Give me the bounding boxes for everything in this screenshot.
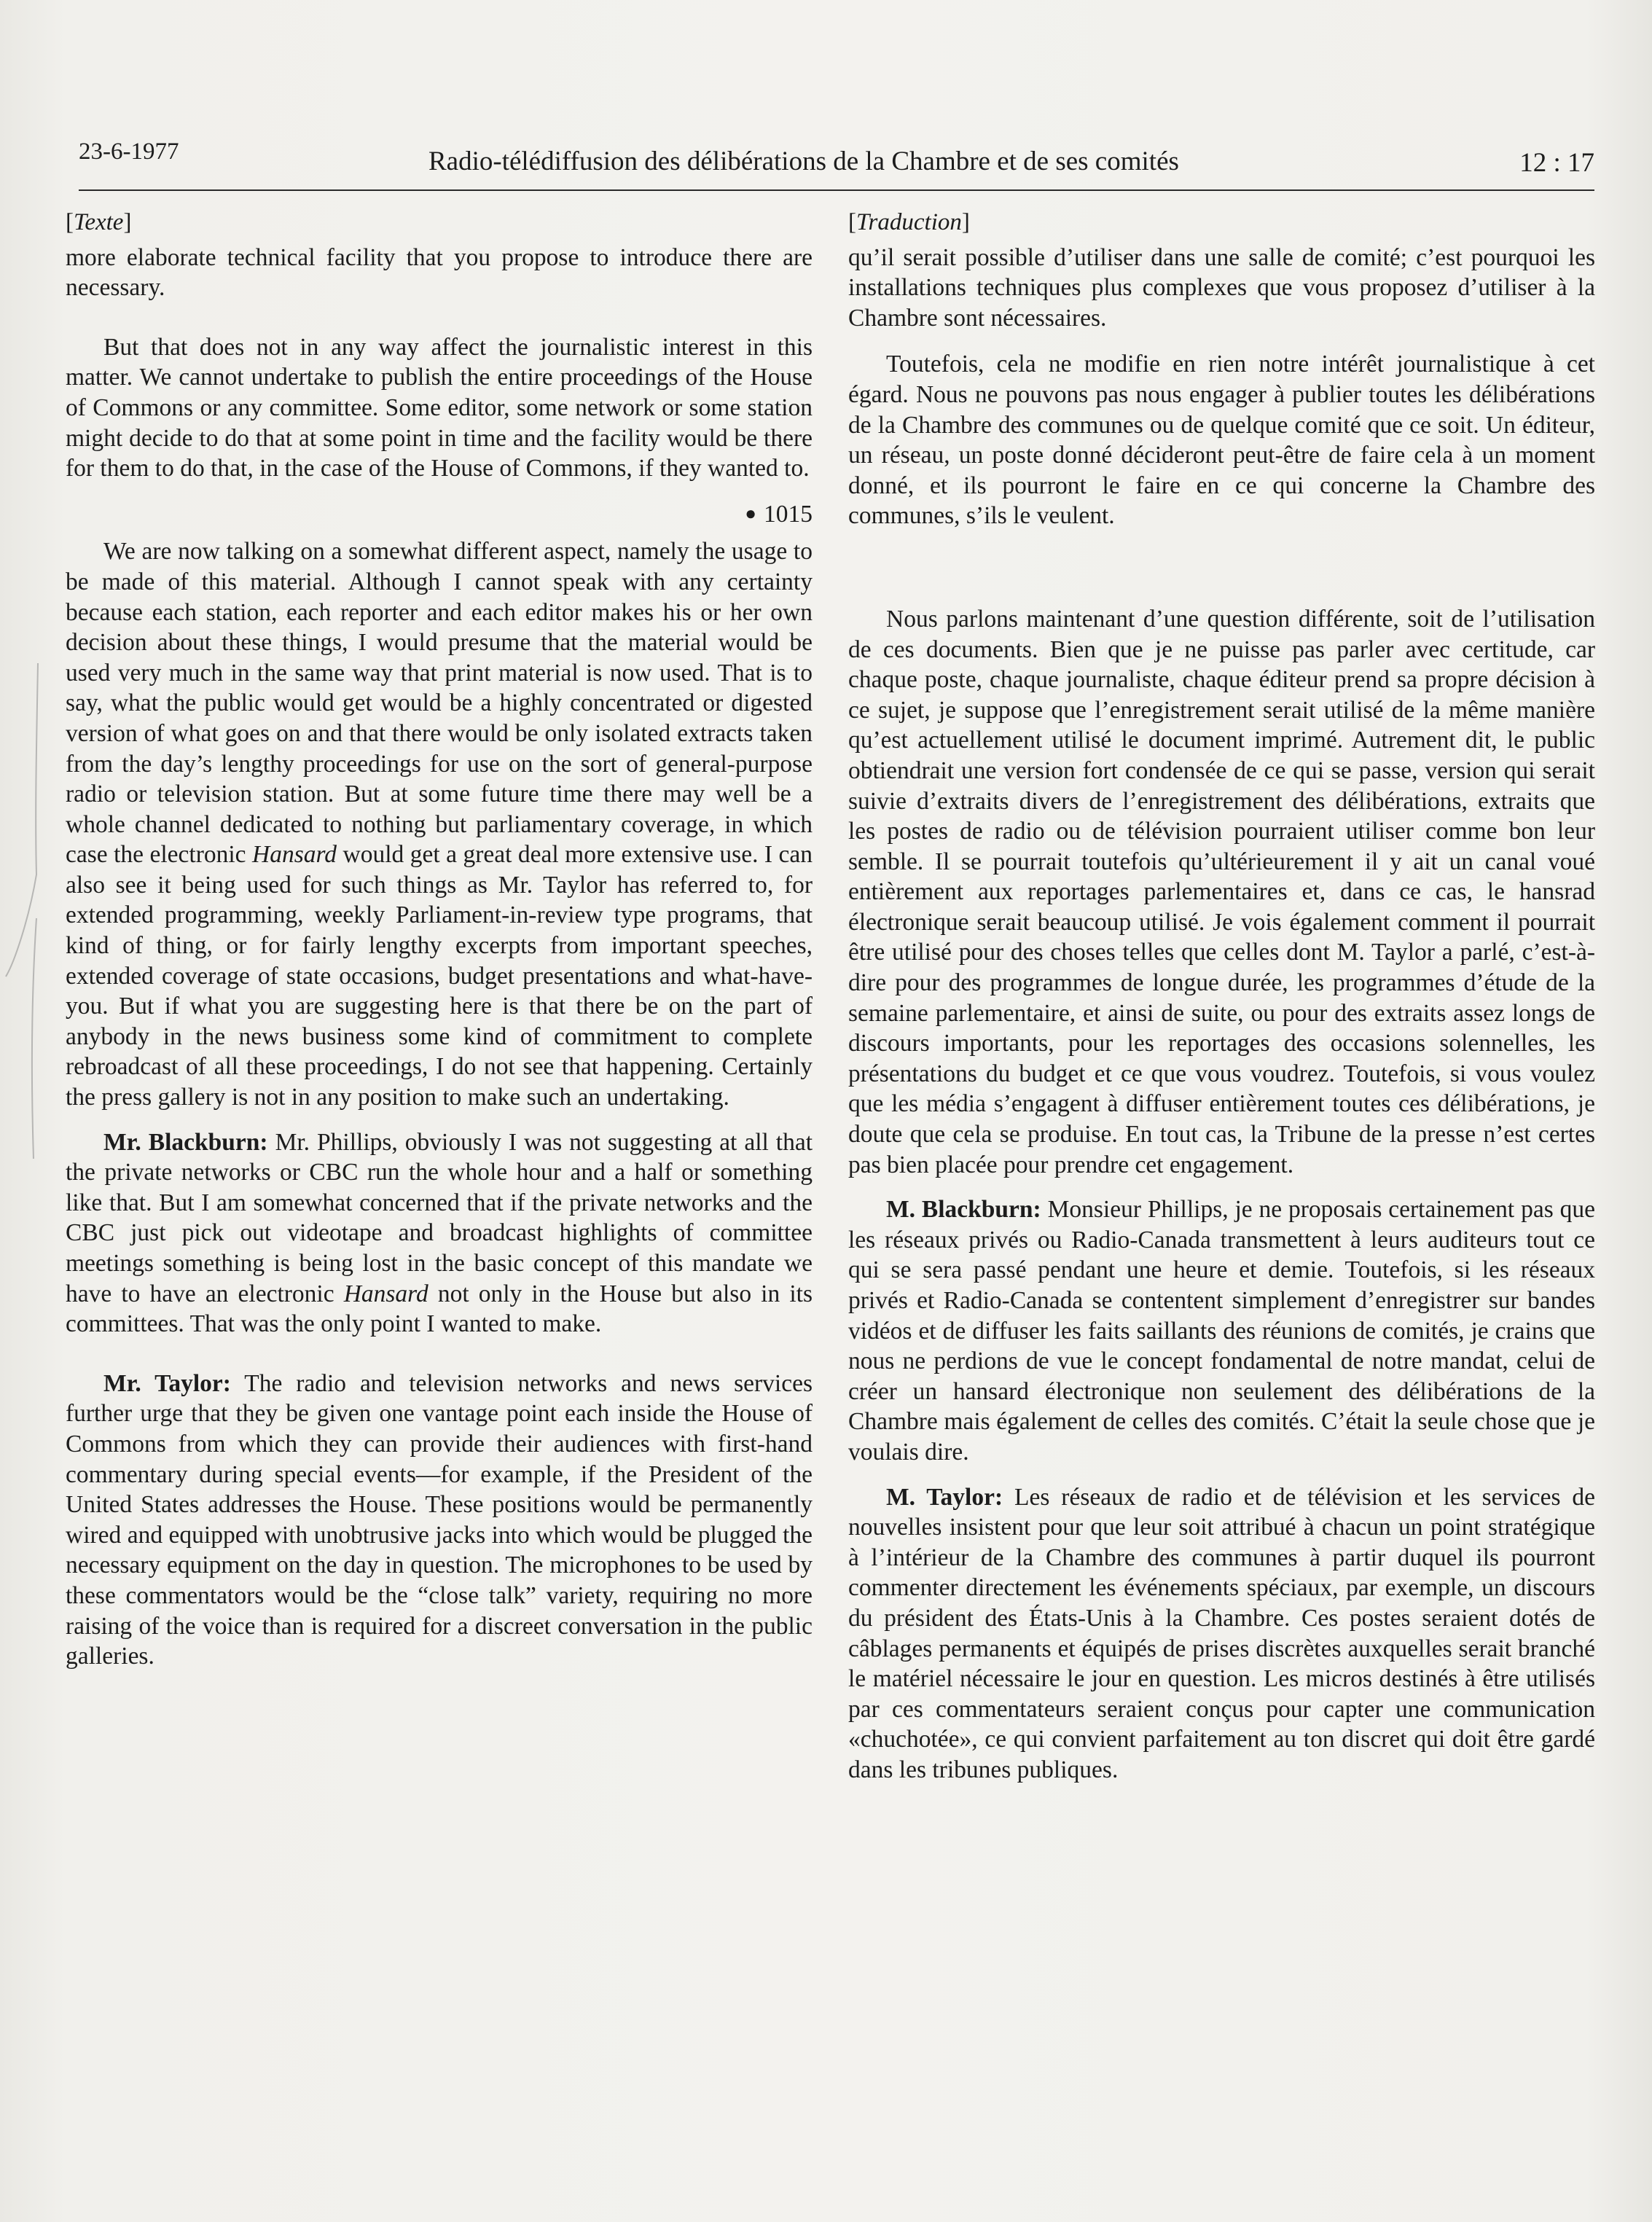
bullet-icon: ● (745, 502, 756, 524)
speech-taylor: M. Taylor: Les réseaux de radio et de télévision et les services de nouvelles insistent pour que leur soit attribué à chacun un point stratégique à l’intérieur de la Chambre des communes à partir duquel ils pourront commenter directement les événements spéciaux, par exemple, un discours du président des États-Unis à la Chambre. Ces postes seraient dotés de câblages permanents et équipés de prises discrètes auxquelles serait branché le matériel nécessaire le jour en question. Les micros destinés à être utilisés par ces commentateurs seraient conçus pour capter une communication «chuchotée», ce qui convient parfaitement au ton discret qui doit être gardé dans les tribunes publiques. (848, 1483, 1595, 1783)
paragraph: Toutefois, cela ne modifie en rien notre intérêt journalistique à cet égard. Nous ne pouvons pas nous engager à publier toutes les délibérations de la Chambre des communes ou de quelque comité que ce soit. Un éditeur, un réseau, un poste donné décideront peut-être de faire cela à un moment donné, et ils pourront le faire en ce qui concerne la Chambre des communes, s’ils le veulent. (848, 351, 1595, 530)
header-page-number: 12 : 17 (1519, 148, 1594, 178)
pencil-margin-mark (0, 656, 58, 1166)
french-column (848, 208, 1595, 1785)
speech-blackburn: Mr. Blackburn: Mr. Phillips, obviously I was not suggesting at all that the private networks or CBC run the whole hour and a half or something like that. But I am somewhat concerned that if the private networks and the CBC just pick out videotape and broadcast highlights of committee meetings something is being lost in the basic concept of this mandate we have to have an electronic Hansard not only in the House but also in its committees. That was the only point I wanted to make. (66, 1128, 813, 1338)
paragraph: Nous parlons maintenant d’une question différente, soit de l’utilisation de ces documents. Bien que je ne puisse pas parler avec certitude, car chaque poste, chaque journaliste, chaque éditeur prend sa propre décision à ce sujet, je suppose que l’enregistrement serait utilisé de la même manière qu’est actuellement utilisé le document imprimé. Autrement dit, le public obtiendrait une version fort condensée de ce qui se passe, version qui serait suivie d’extraits divers de l’enregistrement des délibérations, extraits que les postes de radio ou de télévision pourraient utiliser comme bon leur semble. Il se pourrait toutefois qu’ultérieurement il y ait un canal voué entièrement aux reportages parlementaires et, dans ce cas, le hansrad électronique serait beaucoup utilisé. Je vois également comment il pourrait être utilisé pour des choses telles que celles dont M. Taylor a parlé, c’est-à-dire pour des programmes de longue durée, les programmes d’étude de la semaine parlementaire, et ainsi de suite, ou pour des extraits assez longs de discours importants, pour les reportages des occasions solennelles, les présentations du budget et ce que vous voudrez. Toutefois, si vous voulez que les média s’engagent à diffuser entièrement toutes ces délibérations, je doute que cela se produise. En tout cas, la Tribune de la presse n’est certes pas bien placée pour prendre cet engagement. (848, 605, 1595, 1178)
header-date: 23-6-1977 (79, 138, 179, 165)
paragraph: We are now talking on a somewhat different aspect, namely the usage to be made of this material. Although I cannot speak with any certainty because each station, each reporter and each editor makes his or her own decision about these things, I would presume that the material would be used very much in the same way that print material is now used. That is to say, what the public would get would be a highly concentrated or digested version of what goes on and that there would be only isolated extracts taken from the day’s lengthy proceedings for use on the sort of general-purpose radio or television station. But at some future time there may well be a whole channel dedicated to nothing but parliamentary coverage, in which case the electronic Hansard would get a great deal more extensive use. I can also see it being used for such things as Mr. Taylor has referred to, for extended programming, weekly Parliament-in-review type programs, that kind of thing, or for fairly lengthy excerpts from important speeches, extended coverage of state occasions, budget presentations and what-have-you. But if what you are suggesting here is that there be on the part of anybody in the news business some kind of commitment to complete rebroadcast of all these proceedings, I do not see that happening. Certainly the press gallery is not in any position to make such an undertaking. (66, 538, 813, 1111)
speaker-name: Mr. Blackburn: (103, 1128, 268, 1156)
page-header (79, 131, 1594, 191)
column-label-text: [Texte] (66, 209, 132, 235)
speaker-name: M. Taylor: (886, 1483, 1003, 1511)
paragraph: But that does not in any way affect the journalistic interest in this matter. We cannot undertake to publish the entire proceedings of the House of Commons or any committee. Some editor, some network or some station might decide to do that at some point in time and the facility would be there for them to do that, in the case of the House of Commons, if they wanted to. (66, 333, 813, 482)
timestamp: ● 1015 (745, 500, 813, 528)
column-label-traduction: [Traduction] (848, 209, 970, 235)
speech-blackburn: M. Blackburn: Monsieur Phillips, je ne proposais certainement pas que les réseaux privés ou Radio-Canada transmettent à leurs auditeurs tout ce qui se sera passé pendant une heure et demie. Toutefois, si les réseaux privés et Radio-Canada se contentent simplement d’enregistrer sur bandes vidéos et de diffuser les faits saillants des réunions de comités, je crains que nous ne perdions de vue le concept fondamental de notre mandat, celui de créer un hansard électronique non seulement des délibérations de la Chambre mais également de celles des comités. C’était la seule chose que je voulais dire. (848, 1196, 1595, 1466)
paragraph: qu’il serait possible d’utiliser dans une salle de comité; c’est pourquoi les installations techniques plus complexes que vous proposez d’utiliser à la Chambre sont nécessaires. (848, 243, 1595, 332)
speech-taylor: Mr. Taylor: The radio and television networks and news services further urge that they be given one vantage point each inside the House of Commons from which they can provide their audiences with first-hand commentary during special events—for example, if the President of the United States addresses the House. These positions would be permanently wired and equipped with unobtrusive jacks into which would be plugged the necessary equipment on the day in question. The microphones to be used by these commentators would be the “close talk” variety, requiring no more raising of the voice than is required for a discreet conversation in the public galleries. (66, 1369, 813, 1670)
speaker-name: Mr. Taylor: (103, 1369, 231, 1397)
speaker-name: M. Blackburn: (886, 1196, 1041, 1224)
english-column (66, 208, 813, 1672)
header-title: Radio-télédiffusion des délibérations de la Chambre et de ses comités (428, 146, 1179, 176)
paragraph: more elaborate technical facility that you propose to introduce there are necessary. (66, 243, 813, 302)
